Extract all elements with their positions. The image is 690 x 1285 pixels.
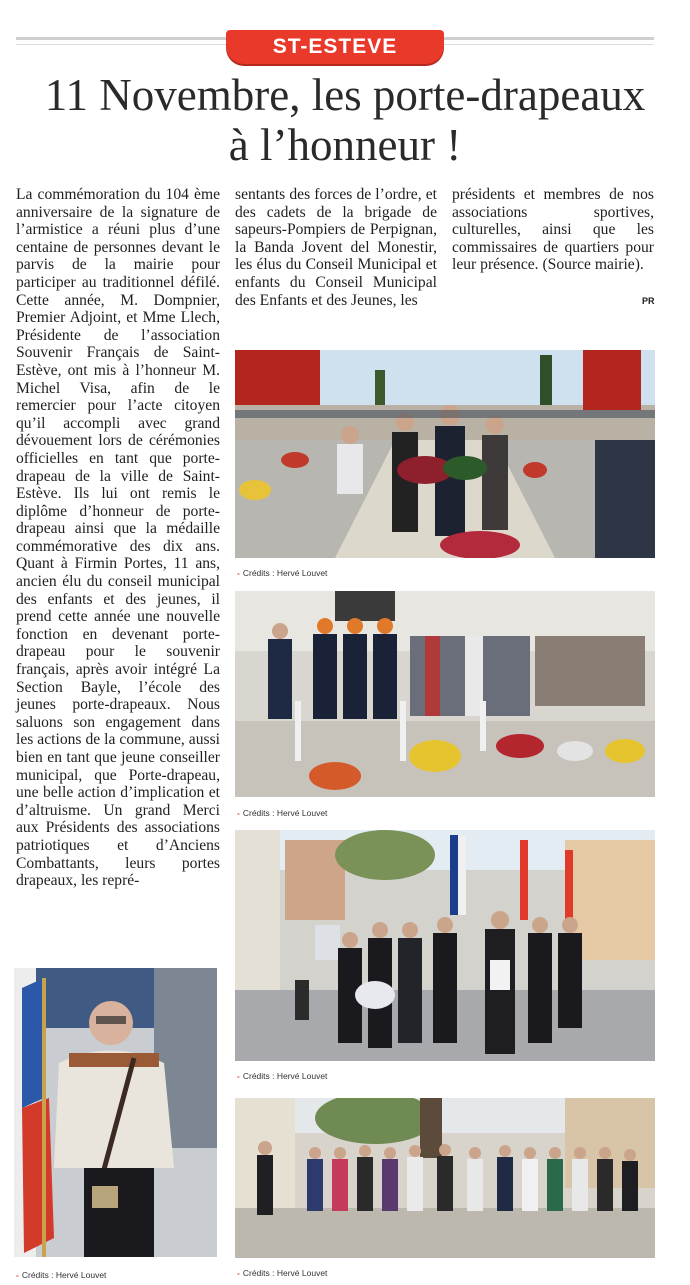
photo-children-group (235, 1098, 655, 1258)
author-signature: PR (642, 296, 655, 306)
body-column-1 (16, 186, 220, 890)
section-label: ST-ESTEVE (272, 35, 398, 58)
body-text-col2: sentants des forces de l’ordre, et des cadets de la brigade de sapeurs-Pompiers de Perpignan, la Banda Jovent del Monestir, les élus du Conseil Municipal et enfants du Conseil Municipal des Enfants et des Jeunes, les (235, 186, 437, 309)
photo-wreath-ceremony (235, 350, 655, 558)
article-headline (10, 70, 680, 170)
photo-flag-bearer-portrait (14, 968, 217, 1257)
credit-bullet: - (237, 568, 240, 578)
headline-line-1: 11 Novembre, les porte-drapeaux (44, 70, 646, 120)
photo-credit-2: - Crédits : Hervé Louvet (237, 808, 328, 818)
photo-credit-1: - Crédits : Hervé Louvet (237, 568, 328, 578)
body-column-2 (235, 186, 437, 309)
body-text-col3: présidents et membres de nos associations sportives, culturelles, ainsi que les commissaires de quartiers pour leur présence. (Source mairie). (452, 186, 654, 274)
photo-band-parade (235, 830, 655, 1061)
photo-credit-4: - Crédits : Hervé Louvet (16, 1270, 107, 1280)
body-column-3 (452, 186, 654, 274)
headline-line-2: à l’honneur ! (228, 120, 462, 170)
photo-firefighters-crowd (235, 591, 655, 797)
photo-credit-3: - Crédits : Hervé Louvet (237, 1071, 328, 1081)
section-badge (226, 30, 444, 64)
body-text-col1: La commémoration du 104 ème anniversaire de la signature de l’armistice a réuni plus d’une centaine de personnes devant le parvis de la mairie pour participer au traditionnel défilé. Cette année, M. Dompnier, Premier Adjoint, et Mme Llech, Présidente de l’association Souvenir Français de Saint-Estève, ont mis à l’honneur M. Michel Visa, afin de le remercier pour l’acte citoyen qu’il accompli avec grand dévouement lors de cérémonies officielles en tant que porte-drapeau de la ville de Saint-Estève. Ils lui ont remis le diplôme d’honneur de porte-drapeau ainsi que la médaille commémorative des dix ans. Quant à Firmin Portes, 11 ans, ancien élu du conseil municipal des enfants et des jeunes, il prend cette année une nouvelle fonction en devenant porte-drapeau pour le souvenir français, après avoir intégré La Section Bayle, l’école des jeunes porte-drapeaux. Nous saluons son engagement dans les actions de la commune, aussi bien en tant que jeune conseiller municipal, que Porte-drapeau, une belle action d’implication et d’altruisme. Un grand Merci aux Présidents des associations patriotiques et d’Anciens Combattants, leurs portes drapeaux, les repré- (16, 186, 220, 890)
photo-credit-5: - Crédits : Hervé Louvet (237, 1268, 328, 1278)
